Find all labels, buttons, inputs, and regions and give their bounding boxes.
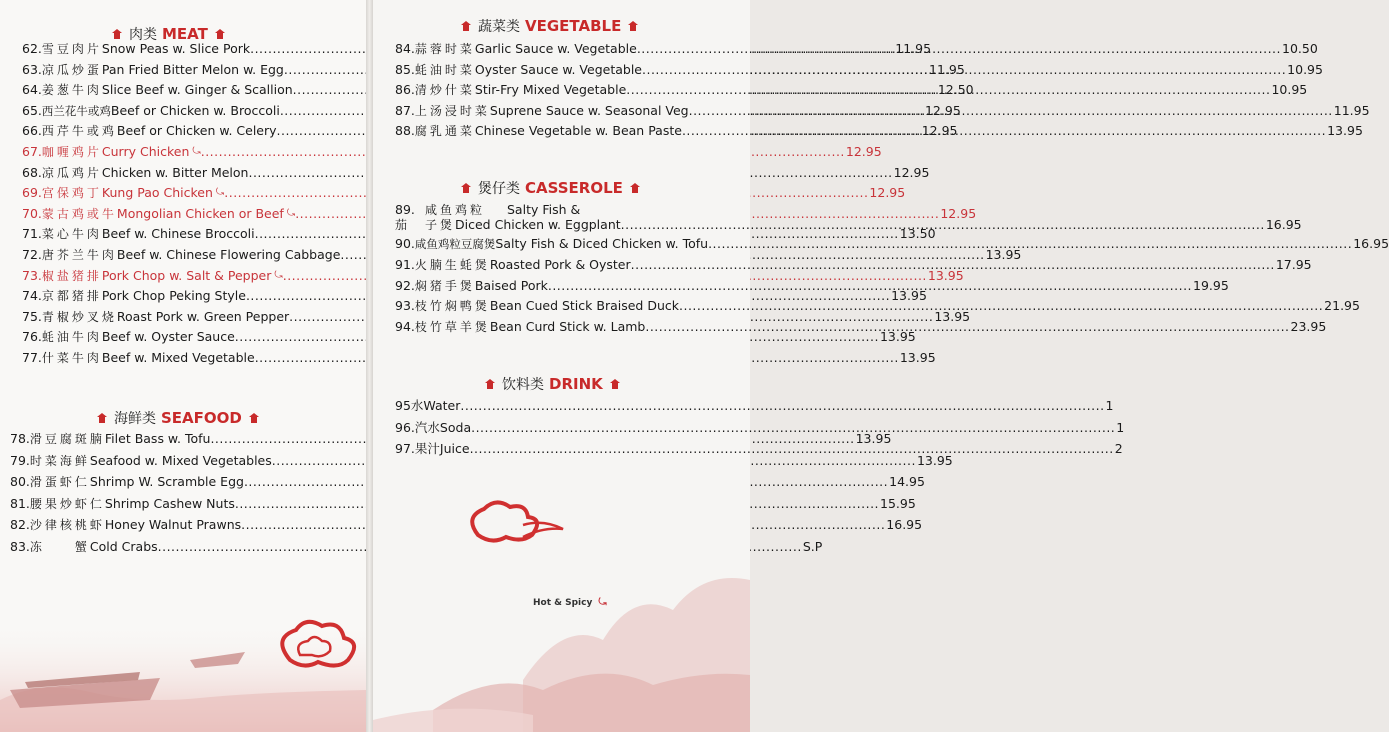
item-number: 73. xyxy=(22,267,42,283)
item-english-name: Soda xyxy=(439,419,472,435)
item-english-name: Beef or Chicken w. Broccoli xyxy=(110,102,280,118)
item-english-name: Slice Beef w. Ginger & Scallion xyxy=(101,82,293,98)
item-price: 11.95 xyxy=(1333,102,1370,118)
leader-dots xyxy=(460,398,1104,414)
item-price: 10.50 xyxy=(1282,41,1318,56)
leader-dots xyxy=(470,441,1114,457)
item-number: 71. xyxy=(22,226,42,242)
item-chinese-name: 果 xyxy=(414,441,428,456)
item-price: 19.95 xyxy=(1193,278,1229,293)
item-chinese-name: 冻 蟹 xyxy=(29,540,90,554)
item-english-name: Seafood w. Mixed Vegetables xyxy=(89,452,272,468)
item-price: 16.95 xyxy=(1353,236,1389,251)
item-chinese-name: 咖喱鸡片 xyxy=(41,145,102,159)
menu-item xyxy=(22,144,882,160)
item-chinese-name: 宫保鸡丁 xyxy=(41,186,102,201)
item-english-name: Juice xyxy=(439,441,470,456)
item-chinese-name: 蒜蓉时菜 xyxy=(414,42,475,56)
item-price: 13.95 xyxy=(899,350,936,365)
item-price: 13.50 xyxy=(899,226,936,242)
item-price: 10.95 xyxy=(1287,61,1323,77)
chili-icon: ⤿ xyxy=(598,597,607,608)
menu-item xyxy=(22,247,1022,263)
menu-item xyxy=(395,441,1123,457)
section-cn: 饮料类 xyxy=(502,377,544,393)
item-number: 66. xyxy=(22,123,42,139)
section-title-seafood xyxy=(95,408,261,428)
item-number: 97. xyxy=(395,441,415,456)
leader-dots xyxy=(548,278,1192,294)
item-english-name: Shrimp W. Scramble Egg xyxy=(89,474,244,490)
item-price: 16.95 xyxy=(1265,217,1302,232)
cloud-ornament-icon xyxy=(608,378,622,390)
item-number: 88. xyxy=(395,123,415,138)
item-number: 77. xyxy=(22,350,42,365)
item-english-name: Shrimp Cashew Nuts xyxy=(104,495,235,511)
item-price: 1 xyxy=(1105,398,1114,413)
item-price: 1 xyxy=(1116,419,1125,435)
leader-dots xyxy=(626,82,1270,98)
menu-item xyxy=(395,319,1327,335)
item-price: 13.95 xyxy=(879,329,916,345)
landscape-illustration xyxy=(0,560,366,732)
item-english-name: Mongolian Chicken or Beef xyxy=(116,205,284,221)
cloud-ornament-icon xyxy=(626,20,640,32)
item-number: 82. xyxy=(10,517,30,533)
item-number: 68. xyxy=(22,164,42,180)
item-number: 83. xyxy=(10,539,30,554)
item-price: 13.95 xyxy=(855,431,892,446)
item-english-name: Beef w. Mixed Vegetable xyxy=(101,350,255,365)
item-number: 91. xyxy=(395,257,415,272)
legend-label: Hot & Spicy xyxy=(533,597,593,608)
item-number: 76. xyxy=(22,329,42,345)
section-cn: 肉类 xyxy=(129,27,157,43)
item-chinese-name: 蒙古鸡或牛 xyxy=(41,206,117,221)
section-cn: 煲仔类 xyxy=(478,181,520,197)
cloud-ornament-icon xyxy=(213,28,227,40)
section-title-vegetable xyxy=(459,16,640,36)
item-number: 86. xyxy=(395,82,415,97)
leader-dots xyxy=(637,41,1281,57)
item-number: 84. xyxy=(395,41,415,56)
item-english-name: Salty Fish & Diced Chicken w. Tofu xyxy=(495,236,709,251)
item-number: 85. xyxy=(395,61,415,77)
section-cn: 海鲜类 xyxy=(114,411,156,427)
hot-spicy-legend xyxy=(533,597,607,608)
menu-item xyxy=(395,419,1125,436)
section-title-casserole xyxy=(459,178,642,198)
item-english-name: Stir-Fry Mixed Vegetable xyxy=(474,82,627,97)
item-english-name: Kung Pao Chicken xyxy=(101,185,213,201)
menu-item xyxy=(10,474,925,490)
menu-item xyxy=(395,257,1312,273)
item-price: 12.95 xyxy=(845,144,882,159)
chili-icon: ⤿ xyxy=(192,146,201,157)
item-number: 67. xyxy=(22,144,42,159)
item-chinese-name: 西兰花牛或鸡 xyxy=(41,103,111,118)
menu-item xyxy=(22,226,936,242)
item-number: 92. xyxy=(395,278,415,293)
item-chinese-name: 咸鱼鸡粒 xyxy=(425,203,486,217)
menu-item xyxy=(22,164,930,181)
item-number: 64. xyxy=(22,82,42,98)
section-title-drink xyxy=(483,374,622,394)
item-price: 2 xyxy=(1114,441,1123,456)
item-english-name: Beef or Chicken w. Celery xyxy=(116,123,277,139)
section-en: MEAT xyxy=(162,25,208,43)
chili-icon: ⤿ xyxy=(274,269,283,281)
leader-dots xyxy=(631,257,1275,273)
item-chinese-name-2: 汁 xyxy=(427,441,440,456)
item-price: 11.95 xyxy=(929,61,965,77)
item-english-name: Beef w. Chinese Broccoli xyxy=(101,226,255,242)
item-english-name: Beef w. Oyster Sauce xyxy=(101,329,235,345)
cloud-ornament-icon xyxy=(459,20,473,32)
item-price: 15.95 xyxy=(880,495,916,511)
item-chinese-name: 凉瓜鸡片 xyxy=(41,165,102,180)
item-number: 63. xyxy=(22,61,42,77)
item-chinese-name: 西芹牛或鸡 xyxy=(41,124,117,139)
item-english-name: Baised Pork xyxy=(474,278,548,293)
item-chinese-name: 蚝油时菜 xyxy=(414,62,475,77)
item-number: 65. xyxy=(22,102,42,118)
item-price: 13.95 xyxy=(1327,123,1363,138)
item-english-name: Cold Crabs xyxy=(89,539,158,554)
item-price: 12.95 xyxy=(940,205,977,221)
item-english-name: Roast Pork w. Green Pepper xyxy=(116,308,290,324)
item-chinese-name: 清炒什菜 xyxy=(414,83,475,97)
item-price: 14.95 xyxy=(889,474,925,490)
menu-item xyxy=(22,288,927,304)
item-chinese-name-2: 水 xyxy=(427,419,440,435)
item-price: 10.95 xyxy=(1271,82,1308,97)
item-english-name: Suprene Sauce w. Seasonal Veg xyxy=(489,102,689,118)
item-chinese-name: 蚝油牛肉 xyxy=(41,330,102,345)
section-cn: 蔬菜类 xyxy=(478,19,520,35)
item-english-name: Chicken w. Bitter Melon xyxy=(101,164,249,180)
menu-item xyxy=(22,308,971,325)
item-price: 13.95 xyxy=(934,308,971,324)
item-chinese-name: 汽 xyxy=(414,419,428,435)
item-english-name: Pork Chop w. Salt & Pepper xyxy=(101,267,272,283)
item-chinese-name: 上汤浸时菜 xyxy=(414,103,490,118)
item-number: 69. xyxy=(22,185,42,201)
item-price: 12.95 xyxy=(921,123,958,139)
item-price: 12.95 xyxy=(893,164,930,180)
item-chinese-name: 京都猪排 xyxy=(41,289,102,304)
item-english-name: Salty Fish & xyxy=(507,202,581,217)
item-price: 12.95 xyxy=(869,185,906,201)
item-chinese-name: 咸鱼鸡粒豆腐煲 xyxy=(414,237,496,251)
item-chinese-name: 时菜海鲜 xyxy=(29,453,90,468)
menu-item xyxy=(22,267,964,284)
item-number: 70. xyxy=(22,205,42,221)
menu-item xyxy=(10,517,923,533)
menu-item xyxy=(10,539,823,555)
item-english-name: Roasted Pork & Oyster xyxy=(489,257,631,272)
item-price: S.P xyxy=(802,539,823,554)
cloud-ornament-icon xyxy=(628,182,642,194)
item-number: 93. xyxy=(395,298,415,313)
item-chinese-name: 菜心牛肉 xyxy=(41,227,102,242)
page-fold xyxy=(366,0,373,732)
item-number: 89. xyxy=(395,202,415,217)
leader-dots xyxy=(689,103,1333,119)
item-number: 96. xyxy=(395,419,415,435)
section-en: DRINK xyxy=(549,375,603,393)
item-english-name: Pork Chop Peking Style xyxy=(101,288,246,304)
leader-dots xyxy=(621,217,1265,233)
item-chinese-name: 枝竹焖鸭煲 xyxy=(414,299,490,313)
item-number: 87. xyxy=(395,102,415,118)
item-price: 21.95 xyxy=(1324,298,1360,313)
item-number: 94. xyxy=(395,319,415,334)
menu-item xyxy=(395,298,1360,314)
item-chinese-name: 焖猪手煲 xyxy=(414,279,475,293)
item-chinese-name: 雪豆肉片 xyxy=(41,42,102,56)
cloud-ornament-icon xyxy=(247,412,261,424)
section-en: CASSEROLE xyxy=(525,179,623,197)
item-chinese-name-line2: 茄 子煲 xyxy=(395,218,456,232)
item-chinese-name: 凉瓜炒蛋 xyxy=(41,62,102,77)
menu-item xyxy=(10,495,916,512)
item-english-name: Pan Fried Bitter Melon w. Egg xyxy=(101,61,284,77)
leader-dots xyxy=(642,62,1286,78)
item-chinese-name: 什菜牛肉 xyxy=(41,351,102,365)
menu-item xyxy=(395,236,1389,252)
item-chinese-name: 滑豆腐斑腩 xyxy=(29,432,105,446)
item-number: 78. xyxy=(10,431,30,446)
cloud-ornament-icon xyxy=(472,502,563,540)
item-english-name: Beef w. Chinese Flowering Cabbage xyxy=(116,247,341,262)
cloud-ornament-icon xyxy=(459,182,473,194)
item-chinese-name: 水 xyxy=(410,398,424,413)
chili-icon: ⤿ xyxy=(286,207,296,219)
item-number: 95 xyxy=(395,398,411,413)
item-price: 13.95 xyxy=(916,452,953,468)
section-en: SEAFOOD xyxy=(161,409,242,427)
item-english-name: Curry Chicken xyxy=(101,144,190,159)
item-chinese-name: 沙律核桃虾 xyxy=(29,518,105,533)
item-price: 13.95 xyxy=(985,247,1022,262)
menu-item xyxy=(395,278,1229,294)
item-price: 12.50 xyxy=(937,82,974,98)
item-chinese-name: 腐乳通菜 xyxy=(414,124,475,138)
item-number: 90. xyxy=(395,236,415,251)
item-chinese-name: 唐芥兰牛肉 xyxy=(41,248,117,262)
item-chinese-name: 枝竹草羊煲 xyxy=(414,320,490,334)
item-number: 81. xyxy=(10,495,30,511)
item-english-name: Chinese Vegetable w. Bean Paste xyxy=(474,123,682,138)
section-en: VEGETABLE xyxy=(525,17,622,35)
item-number: 80. xyxy=(10,474,30,490)
item-price: 17.95 xyxy=(1275,257,1312,272)
item-chinese-name: 青椒炒叉烧 xyxy=(41,309,117,324)
cloud-ornament-icon xyxy=(95,412,109,424)
menu-item xyxy=(10,431,892,447)
item-price: 12.95 xyxy=(924,102,961,118)
menu-item xyxy=(22,350,936,366)
item-price: 11.95 xyxy=(895,41,932,56)
chili-icon: ⤿ xyxy=(215,187,225,199)
item-number: 79. xyxy=(10,452,30,468)
item-english-name: Bean Curd Stick w. Lamb xyxy=(489,319,646,334)
cloud-ornament-icon xyxy=(483,378,497,390)
item-english-name: Honey Walnut Prawns xyxy=(104,517,242,533)
item-english-name: Snow Peas w. Slice Pork xyxy=(101,41,251,56)
item-chinese-name: 椒盐猪排 xyxy=(41,268,102,283)
item-english-name: Bean Cued Stick Braised Duck xyxy=(489,298,679,313)
item-english-name: Water xyxy=(423,398,461,413)
cloud-ornament-icon xyxy=(110,28,124,40)
item-price: 13.95 xyxy=(891,288,927,304)
item-number: 72. xyxy=(22,247,42,262)
leader-dots xyxy=(645,319,1289,335)
item-price: 23.95 xyxy=(1290,319,1327,334)
item-english-name: Filet Bass w. Tofu xyxy=(104,431,211,446)
item-price: 13.95 xyxy=(927,267,964,283)
item-chinese-name: 腰果炒虾仁 xyxy=(29,496,105,511)
item-chinese-name: 姜葱牛肉 xyxy=(41,83,102,98)
item-chinese-name: 滑蛋虾仁 xyxy=(29,475,90,490)
menu-item xyxy=(22,329,916,345)
leader-dots xyxy=(708,236,1352,252)
item-english-name: Garlic Sauce w. Vegetable xyxy=(474,41,637,56)
leader-dots xyxy=(682,123,1326,139)
item-english-name: Oyster Sauce w. Vegetable xyxy=(474,61,642,77)
leader-dots xyxy=(679,298,1323,314)
leader-dots xyxy=(471,420,1115,436)
item-english-name-line2: Diced Chicken w. Eggplant xyxy=(455,217,621,232)
item-number: 75. xyxy=(22,308,42,324)
item-chinese-name: 火腩生蚝煲 xyxy=(414,258,490,272)
menu-item xyxy=(395,398,1114,414)
item-number: 74. xyxy=(22,288,42,304)
item-price: 16.95 xyxy=(886,517,923,533)
item-number: 62. xyxy=(22,41,42,56)
menu-item xyxy=(10,452,953,469)
